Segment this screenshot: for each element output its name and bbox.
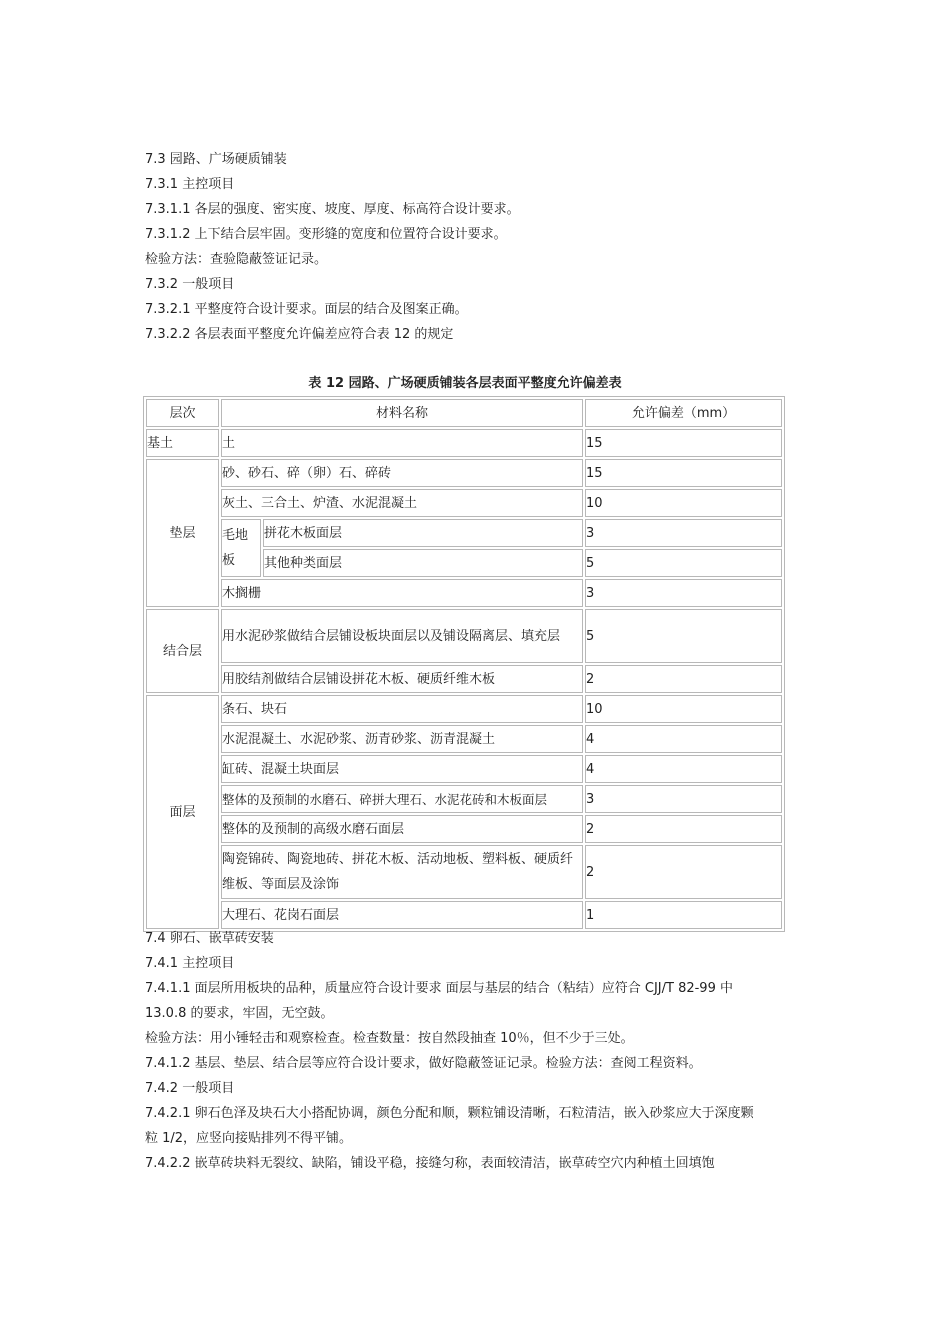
clause-7-3-1-2: 7.3.1.2 上下结合层牢固。变形缝的宽度和位置符合设计要求。 bbox=[145, 227, 507, 242]
material-cell: 条石、块石 bbox=[221, 695, 583, 723]
clause-7-4-2-1: 7.4.2.1 卵石色泽及块石大小搭配协调，颜色分配和顺，颗粒铺设清晰，石粒清洁，嵌入砂浆应大于深度颗粒 1/2，应竖向接贴排列不得平铺。 bbox=[145, 1106, 754, 1146]
header-tolerance: 允许偏差（mm） bbox=[585, 399, 782, 427]
table-row bbox=[146, 519, 782, 547]
table-row bbox=[146, 815, 782, 843]
clause-7-3-2-1: 7.3.2.1 平整度符合设计要求。面层的结合及图案正确。 bbox=[145, 302, 468, 317]
tolerance-cell: 15 bbox=[585, 459, 782, 487]
table-row bbox=[146, 459, 782, 487]
tolerance-cell: 1 bbox=[585, 901, 782, 929]
tolerance-cell: 15 bbox=[585, 429, 782, 457]
material-cell: 陶瓷锦砖、陶瓷地砖、拼花木板、活动地板、塑料板、硬质纤维板、等面层及涂饰 bbox=[221, 845, 583, 899]
table-row bbox=[146, 725, 782, 753]
material-cell: 灰土、三合土、炉渣、水泥混凝土 bbox=[221, 489, 583, 517]
clause-7-4-2-2: 7.4.2.2 嵌草砖块料无裂纹、缺陷，铺设平稳，接缝匀称，表面较清洁，嵌草砖空穴内种植土回填饱 bbox=[145, 1156, 715, 1171]
inspection-method-7-4: 检验方法：用小锤轻击和观察检查。检查数量：按自然段抽查 10％，但不少于三处。 bbox=[145, 1031, 634, 1046]
tolerance-table-wrapper bbox=[143, 396, 785, 932]
tolerance-cell: 10 bbox=[585, 489, 782, 517]
material-cell: 用胶结剂做结合层铺设拼花木板、硬质纤维木板 bbox=[221, 665, 583, 693]
header-layer: 层次 bbox=[146, 399, 219, 427]
tolerance-cell: 3 bbox=[585, 579, 782, 607]
tolerance-cell: 10 bbox=[585, 695, 782, 723]
material-cell: 木搁栅 bbox=[221, 579, 583, 607]
table-header-row bbox=[146, 399, 782, 427]
layer-cell: 垫层 bbox=[146, 459, 219, 607]
tolerance-cell: 4 bbox=[585, 725, 782, 753]
table-row bbox=[146, 845, 782, 899]
table-row bbox=[146, 429, 782, 457]
clause-7-4-1-1: 7.4.1.1 面层所用板块的品种，质量应符合设计要求 面层与基层的结合（粘结）应符合 CJJ/T 82-99 中 13.0.8 的要求，牢固，无空鼓。 bbox=[145, 981, 733, 1021]
material-cell: 大理石、花岗石面层 bbox=[221, 901, 583, 929]
heading-7-4-1: 7.4.1 主控项目 bbox=[145, 956, 235, 971]
inspection-method-7-3: 检验方法：查验隐蔽签证记录。 bbox=[145, 252, 328, 267]
heading-7-3: 7.3 园路、广场硬质铺装 bbox=[145, 152, 287, 167]
heading-7-3-1: 7.3.1 主控项目 bbox=[145, 177, 235, 192]
material-cell: 砂、砂石、碎（卵）石、碎砖 bbox=[221, 459, 583, 487]
tolerance-cell: 4 bbox=[585, 755, 782, 783]
material-cell: 整体的及预制的水磨石、碎拼大理石、水泥花砖和木板面层 bbox=[221, 785, 583, 813]
heading-7-3-2: 7.3.2 一般项目 bbox=[145, 277, 235, 292]
table-row bbox=[146, 579, 782, 607]
clause-7-4-1-2: 7.4.1.2 基层、垫层、结合层等应符合设计要求，做好隐蔽签证记录。检验方法：查阅工程资料。 bbox=[145, 1056, 702, 1071]
material-cell: 用水泥砂浆做结合层铺设板块面层以及铺设隔离层、填充层 bbox=[221, 609, 583, 663]
table-row bbox=[146, 901, 782, 929]
table-row bbox=[146, 609, 782, 663]
header-material: 材料名称 bbox=[221, 399, 583, 427]
layer-cell: 结合层 bbox=[146, 609, 219, 693]
clause-7-3-2-2: 7.3.2.2 各层表面平整度允许偏差应符合表 12 的规定 bbox=[145, 327, 454, 342]
table-row bbox=[146, 785, 782, 813]
material-cell: 水泥混凝土、水泥砂浆、沥青砂浆、沥青混凝土 bbox=[221, 725, 583, 753]
table-row bbox=[146, 489, 782, 517]
tolerance-table bbox=[143, 396, 785, 932]
table-caption: 表 12 园路、广场硬质铺装各层表面平整度允许偏差表 bbox=[308, 376, 622, 391]
layer-cell: 面层 bbox=[146, 695, 219, 929]
tolerance-cell: 2 bbox=[585, 665, 782, 693]
table-row bbox=[146, 665, 782, 693]
material-cell: 其他种类面层 bbox=[263, 549, 583, 577]
tolerance-cell: 5 bbox=[585, 549, 782, 577]
material-cell: 缸砖、混凝土块面层 bbox=[221, 755, 583, 783]
material-cell: 土 bbox=[221, 429, 583, 457]
tolerance-cell: 3 bbox=[585, 519, 782, 547]
tolerance-cell: 3 bbox=[585, 785, 782, 813]
tolerance-cell: 2 bbox=[585, 845, 782, 899]
subgroup-cell: 毛地板 bbox=[221, 519, 261, 577]
clause-7-3-1-1: 7.3.1.1 各层的强度、密实度、坡度、厚度、标高符合设计要求。 bbox=[145, 202, 520, 217]
layer-cell: 基土 bbox=[146, 429, 219, 457]
heading-7-4-2: 7.4.2 一般项目 bbox=[145, 1081, 235, 1096]
table-row bbox=[146, 755, 782, 783]
tolerance-cell: 2 bbox=[585, 815, 782, 843]
material-cell: 整体的及预制的高级水磨石面层 bbox=[221, 815, 583, 843]
material-cell: 拼花木板面层 bbox=[263, 519, 583, 547]
tolerance-cell: 5 bbox=[585, 609, 782, 663]
heading-7-4: 7.4 卵石、嵌草砖安装 bbox=[145, 931, 274, 946]
table-row bbox=[146, 695, 782, 723]
